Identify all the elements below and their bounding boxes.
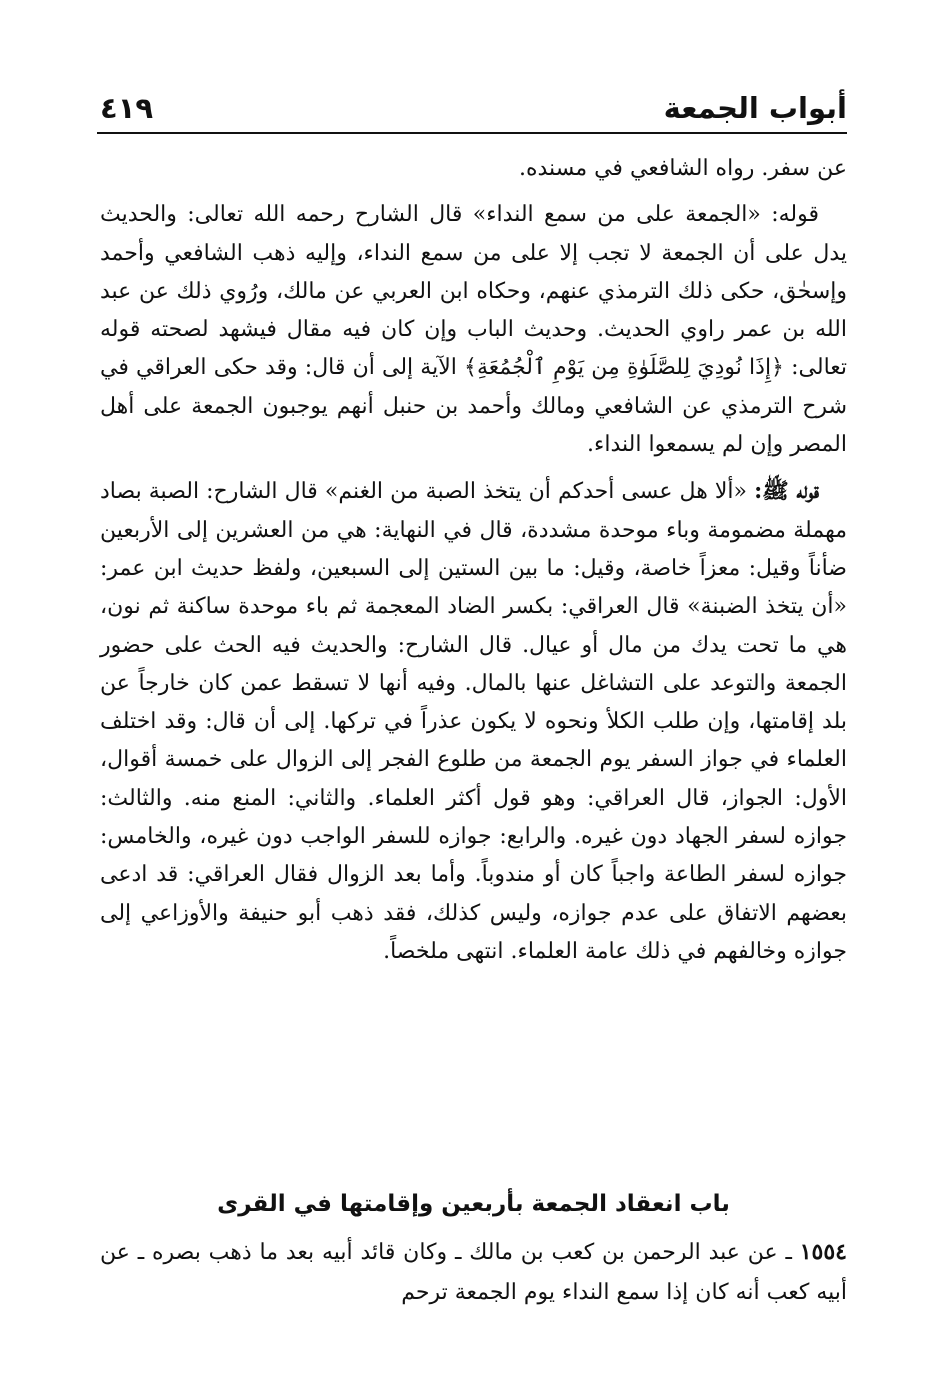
hadith-paragraph <box>100 1232 847 1313</box>
running-header <box>100 82 847 128</box>
paragraph-text: «ألا هل عسى أحدكم أن يتخذ الصبة من الغنم» قال الشارح: الصبة بصاد مهملة مضمومة وباء موحدة مشددة، قال في النهاية: هي من العشرين إلى الأربعين ضأناً وقيل: معزاً خاصة، وقيل: ما بين الستين إلى السبعين، ولفظ حديث ابن عمر: «أن يتخذ الضبنة» قال العراقي: بكسر الضاد المعجمة ثم باء موحدة ساكنة ثم نون، هي ما تحت يدك من مال أو عيال. قال الشارح: والحديث فيه الحث على حضور الجمعة والتوعد على التشاغل عنها بالمال. وفيه أنها لا تسقط عمن كان خارجاً عن بلد إقامتها، وإن طلب الكلأ ونحوه لا يكون عذراً في تركها. إلى أن قال: وقد اختلف العلماء في جواز السفر يوم الجمعة من طلوع الفجر إلى الزوال على خمسة أقوال، الأول: الجواز، قال العراقي: وهو قول أكثر العلماء. والثاني: المنع منه. والثالث: جوازه لسفر الجهاد دون غيره. والرابع: جوازه للسفر الواجب دون غيره، والخامس: جوازه لسفر الطاعة واجباً كان أو مندوباً. وأما بعد الزوال فقال العراقي: قد ادعى بعضهم الاتفاق على عدم جوازه، وليس كذلك، فقد ذهب أبو حنيفة والأوزاعي إلى جوازه وخالفهم في ذلك عامة العلماء. انتهى ملخصاً. <box>100 479 847 964</box>
paragraph-lead: قوله ﷺ: <box>754 478 820 505</box>
hadith-number: ١٥٥٤ <box>799 1239 847 1265</box>
hadith-entry <box>100 1232 847 1313</box>
page-number: ٤١٩ <box>100 91 154 125</box>
chapter-title: باب انعقاد الجمعة بأربعين وإقامتها في القرى <box>217 1191 730 1217</box>
paragraph-text-continued: الآية إلى أن قال: وقد حكى العراقي في شرح الترمذي عن الشافعي ومالك وأحمد بن حنبل أنهم يوجبون الجمعة على أهل المصر وإن لم يسمعوا النداء. <box>100 355 847 458</box>
paragraph <box>100 196 847 464</box>
chapter-heading: أبواب الجمعة <box>663 91 847 125</box>
main-text <box>100 150 847 971</box>
paragraph-text: عن سفر. رواه الشافعي في مسنده. <box>518 156 847 181</box>
paragraph <box>100 472 847 971</box>
hadith-text: ـ عن عبد الرحمن بن كعب بن مالك ـ وكان قائد أبيه بعد ما ذهب بصره ـ عن أبيه كعب أنه كان إذا سمع النداء يوم الجمعة ترحم <box>100 1240 847 1305</box>
header-divider <box>97 132 847 134</box>
paragraph-text: قوله: «الجمعة على من سمع النداء» قال الشارح رحمه الله تعالى: والحديث يدل على أن الجمعة لا تجب إلا على من سمع النداء، وإليه ذهب الشافعي وأحمد وإسحٰق، حكى ذلك الترمذي عنهم، وحكاه ابن العربي عن مالك، ورُوي ذلك عن عبد الله بن عمر راوي الحديث. وحديث الباب وإن كان فيه مقال فيشهد لصحته قوله تعالى: <box>100 202 848 381</box>
paragraph <box>100 150 847 188</box>
quran-verse: ﴿إِذَا نُودِيَ لِلصَّلَوٰةِ مِن يَوْمِ ٱلْجُمُعَةِ﴾ <box>464 355 784 381</box>
